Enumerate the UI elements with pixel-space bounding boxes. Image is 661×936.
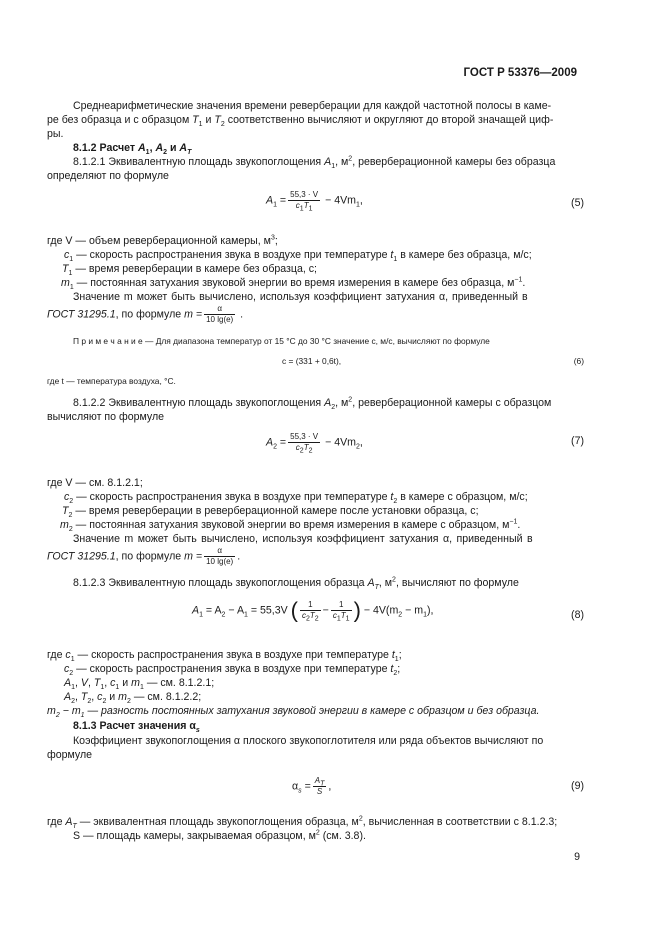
list-item: $A_2$, $T_2$, $c_2$ и $m_2$ — см. 8.1.2.2; [64, 691, 202, 706]
para-line: формуле [47, 749, 93, 761]
para-line: 8.1.2.2 Эквивалентную площадь звукопоглощения $A_2$, $м^2$, реверберационной камеры с образцом [73, 396, 552, 412]
para-line: Коэффициент звукопоглощения α плоского звукопоглотителя или ряда объектов вычисляют по [73, 735, 544, 747]
para-line: 8.1.2.1 Эквивалентную площадь звукопоглощения $A_1$, $м^2$, реверберационной камеры без образца [73, 155, 556, 171]
list-item: $A_1$, V, $T_1$, $c_1$ и $m_1$ — см. 8.1.2.1; [64, 677, 215, 692]
list-item: где V — объем реверберационной камеры, $м^3$; [47, 234, 278, 247]
equation-8: $A_1 = A_2 - A_1 = 55,3V$ ( $\frac{1}{c_2T_2}$ − $\frac{1}{c_1T_1}$ ) − $4V(m_2 - m_1)$, [192, 597, 434, 623]
para-line: определяют по формуле [47, 170, 169, 182]
para-line: Значение m может быть вычислено, используя коэффициент затухания α, приведенный в [73, 533, 533, 545]
equation-label: (6) [573, 356, 584, 366]
list-item: S — площадь камеры, закрываемая образцом, $м^2$ (см. 3.8). [73, 829, 366, 842]
page-number: 9 [574, 851, 580, 863]
list-item: $T_1$ — время реверберации в камере без образца, с; [62, 263, 317, 278]
list-item: $c_2$ — скорость распространения звука в воздухе при температуре $t_2$; [64, 663, 401, 678]
para-line: Среднеарифметические значения времени реверберации для каждой частотной полосы в каме- [73, 100, 552, 112]
equation-label: (8) [571, 609, 584, 621]
para-line: вычисляют по формуле [47, 411, 165, 423]
para-line: 8.1.2.3 Эквивалентную площадь звукопоглощения образца $A_T$, $м^2$, вычисляют по формуле [73, 576, 519, 592]
list-item: где $c_1$ — скорость распространения звука в воздухе при температуре $t_1$; [47, 649, 402, 664]
section-heading-8-1-2: 8.1.2 Расчет $A_1$, $A_2$ и $A_T$ [73, 142, 192, 157]
list-item: $c_1$ — скорость распространения звука в воздухе при температуре $t_1$ в камере без образца, м/с; [64, 249, 532, 264]
list-item: $T_2$ — время реверберации в реверберационной камере после установки образца, с; [62, 505, 479, 520]
list-item: где V — см. 8.1.2.1; [47, 477, 143, 489]
para-line: ГОСТ 31295.1, по формуле m = $\frac{\alpha}{10 \lg(e)}$ . [47, 546, 241, 566]
list-item: $c_2$ — скорость распространения звука в воздухе при температуре $t_2$ в камере с образцом, м/с; [64, 491, 528, 506]
para-line: ГОСТ 31295.1, по формуле m = $\frac{\alpha}{10 \lg(e)}$ . [47, 304, 244, 324]
equation-7: $A_2$ = $\frac{55,3 \cdot V}{c_2T_2}$ − $4Vm_2$, [266, 432, 363, 455]
list-item: $m_1$ — постоянная затухания звуковой энергии во время измерения в камере без образца, $м^{-1}$. [61, 276, 526, 292]
para-line: ры. [47, 128, 64, 140]
doc-code-header: ГОСТ Р 53376—2009 [463, 67, 577, 79]
equation-5: $A_1$ = $\frac{55,3 \cdot V}{c_1T_1}$ − $4Vm_1$, [266, 190, 363, 213]
para-line: Значение m может быть вычислено, используя коэффициент затухания α, приведенный в [73, 291, 528, 303]
list-item: $m_2$ — постоянная затухания звуковой энергии во время измерения в камере с образцом, $м^{-1}$. [60, 518, 521, 534]
equation-label: (9) [571, 780, 584, 792]
section-heading-8-1-3: 8.1.3 Расчет значения $\alpha_s$ [73, 720, 200, 735]
equation-6: c = (331 + 0,6t), [282, 356, 342, 366]
para-line: ре без образца и с образцом $T_1$ и $T_2$ соответственно вычисляют и округляют до второй значащей циф- [47, 114, 554, 129]
list-item: где $A_T$ — эквивалентная площадь звукопоглощения образца, $м^2$, вычисленная в соответствии с 8.1.2.3; [47, 815, 558, 831]
equation-label: (5) [571, 197, 584, 209]
list-item: $m_2 - m_1$ — разность постоянных затухания звуковой энергии в камере с образцом и без образца. [47, 705, 540, 720]
note-line: П р и м е ч а н и е — Для диапазона температур от 15 °С до 30 °С значение c, м/с, вычисляют по формуле [73, 336, 490, 346]
equation-label: (7) [571, 435, 584, 447]
note-line: где t — температура воздуха, °С. [47, 376, 176, 386]
equation-9: $\alpha_s$ = $\frac{A_T}{S}$ , [292, 776, 332, 796]
